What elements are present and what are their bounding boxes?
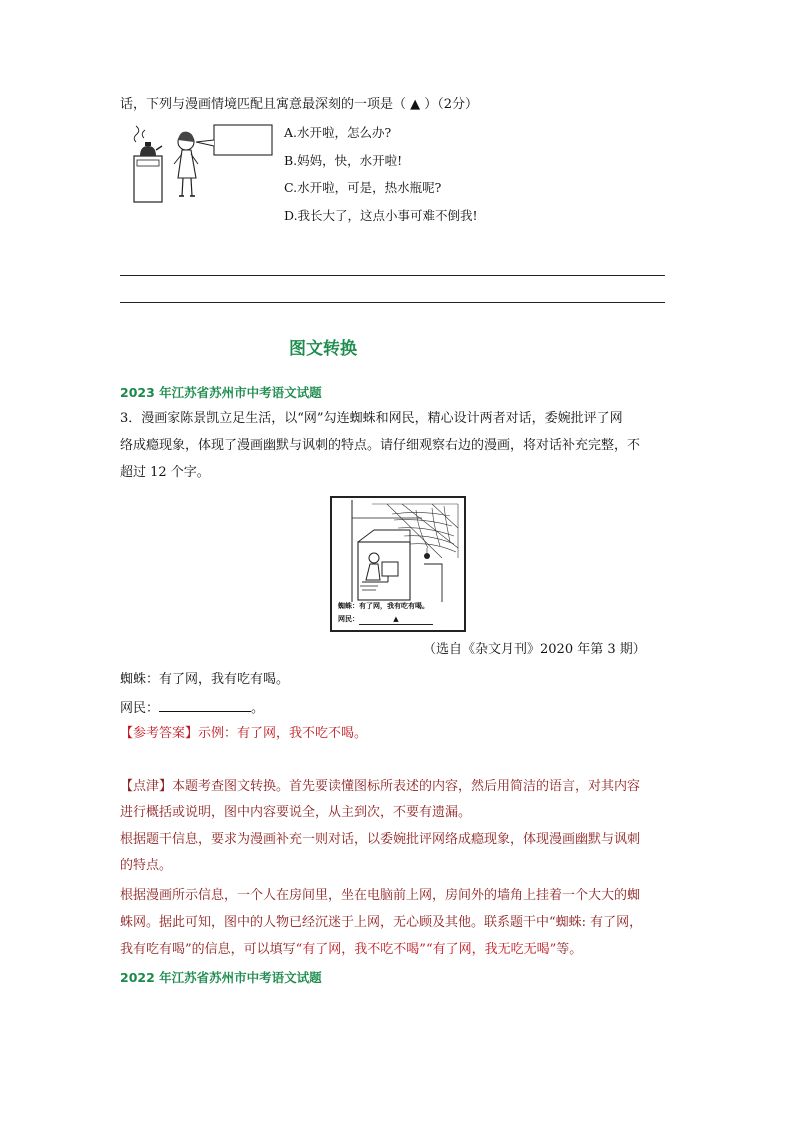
para3-line-3 xyxy=(120,942,582,958)
cartoon-triangle: ▲ xyxy=(393,615,399,623)
para3-last-a: 我有吃有喝”的信息，可以填写 xyxy=(120,942,296,957)
cartoon-blank xyxy=(359,615,433,625)
para3-last-c: “有了网，我无吃无喝” xyxy=(425,942,557,957)
para3-last-b: “有了网，我不吃不喝” xyxy=(295,942,426,957)
analysis-label: 【点津】 xyxy=(120,779,173,794)
para2-line-1: 根据题干信息，要求为漫画补充一则对话，以委婉批评网络成瘾现象，体现漫画幽默与讽刺 xyxy=(120,832,641,847)
para3-line-1: 根据漫画所示信息，一个人在房间里，坐在电脑前上网，房间外的墙角上挂着一个大大的蜘 xyxy=(120,888,641,903)
dialog-netizen-end: 。 xyxy=(251,701,265,716)
para3-last-d: 等。 xyxy=(556,942,583,957)
para3-line-2: 蛛网。据此可知，图中的人物已经沉迷于上网，无心顾及其他。联系题干中“蜘蛛: 有了网， xyxy=(120,915,643,930)
q3-text-line-2: 络成瘾现象，体现了漫画幽默与讽刺的特点。请仔细观察右边的漫画，将对话补充完整，不 xyxy=(120,438,641,453)
dialog-netizen-label: 网民： xyxy=(120,701,160,716)
dialog-netizen-blank xyxy=(159,699,251,712)
cartoon-drawing xyxy=(332,498,464,602)
reference-answer xyxy=(120,726,367,742)
option-a: A.水开啦，怎么办? xyxy=(284,125,392,140)
next-question-source: 2022 年江苏省苏州市中考语文试题 xyxy=(120,970,322,985)
spider-net-cartoon xyxy=(330,496,466,632)
answer-label: 【参考答案】 xyxy=(120,726,199,741)
dialog-netizen-row xyxy=(120,699,264,717)
cartoon-caption-netizen: 网民： xyxy=(338,615,359,623)
option-c: C.水开啦，可是，热水瓶呢? xyxy=(284,180,442,195)
cartoon-caption-spider: 蜘蛛：有了网，我有吃有喝。 xyxy=(338,602,429,610)
answer-text: 示例：有了网，我不吃不喝。 xyxy=(198,726,368,741)
q3-text-line-1: 3．漫画家陈景凯立足生活，以“网”勾连蜘蛛和网民，精心设计两者对话，委婉批评了网 xyxy=(120,411,623,426)
kettle-cartoon xyxy=(128,120,278,206)
cartoon-caption-netizen-row xyxy=(338,615,433,625)
analysis-line-2: 进行概括或说明，图中内容要说全，从主到次，不要有遗漏。 xyxy=(120,805,472,820)
q3-text-line-3: 超过 12 个字。 xyxy=(120,465,210,480)
cartoon-citation: （选自《杂文月刊》2020 年第 3 期） xyxy=(423,642,646,657)
dialog-spider: 蜘蛛：有了网，我有吃有喝。 xyxy=(120,672,290,687)
answer-rule-1 xyxy=(120,275,665,276)
analysis-text-1: 本题考查图文转换。首先要读懂图标所表述的内容，然后用简洁的语言，对其内容 xyxy=(172,779,641,794)
option-b: B.妈妈，快，水开啦! xyxy=(284,153,403,168)
question-source: 2023 年江苏省苏州市中考语文试题 xyxy=(120,385,322,400)
prev-question-stem: 话，下列与漫画情境匹配且寓意最深刻的一项是（ ▲ ）（2分） xyxy=(120,97,479,112)
section-title: 图文转换 xyxy=(289,339,357,359)
answer-rule-2 xyxy=(120,302,665,303)
option-d: D.我长大了，这点小事可难不倒我! xyxy=(284,208,478,223)
analysis-line-1 xyxy=(120,779,640,795)
para2-line-2: 的特点。 xyxy=(120,858,173,873)
